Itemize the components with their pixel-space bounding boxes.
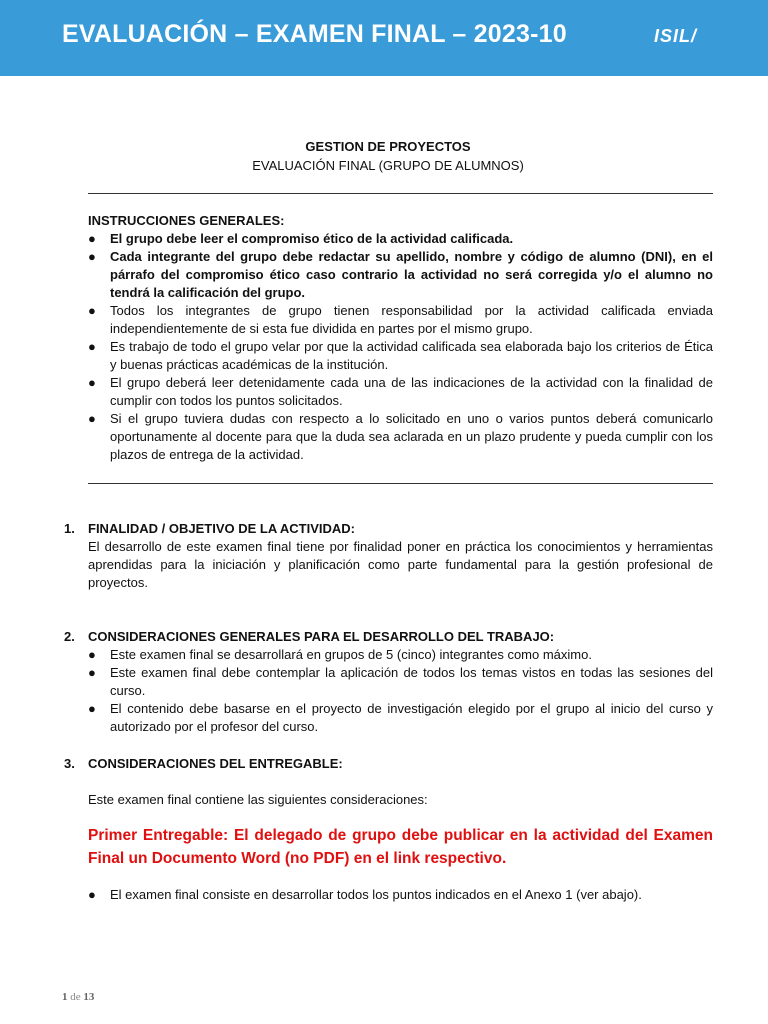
bullet-icon: ● [88,647,96,662]
bullet-icon: ● [88,249,96,264]
bullet-icon: ● [88,375,96,390]
section-1-paragraph: El desarrollo de este examen final tiene por finalidad poner en práctica los conocimientos y herramientas aprendidas para la iniciación y planificación como parte fundamental para la gestión profesional de proyectos. [88,539,713,590]
list-item: ● Este examen final debe contemplar la aplicación de todos los temas vistos en todas las sesiones del curso. [88,665,713,698]
list-item: ● El grupo deberá leer detenidamente cada una de las indicaciones de la actividad con la finalidad de cumplir con todos los puntos solicitados. [88,375,713,408]
section-number: 1. [64,521,75,536]
bullet-icon: ● [88,411,96,426]
section-number: 2. [64,629,75,644]
list-item: ● Todos los integrantes de grupo tienen responsabilidad por la actividad calificada enviada independientemente de si esta fue dividida en partes por el mismo grupo. [88,303,713,336]
section-3-list [88,886,713,904]
section-title: CONSIDERACIONES GENERALES PARA EL DESARROLLO DEL TRABAJO: [88,629,555,644]
page-sep: de [70,991,81,1003]
bullet-icon: ● [88,231,96,246]
bullet-icon: ● [88,339,96,354]
section-title: CONSIDERACIONES DEL ENTREGABLE: [88,756,343,771]
instructions-list [88,230,713,464]
bullet-icon: ● [88,303,96,318]
section-2-list [88,646,713,736]
page-total: 13 [83,991,95,1003]
bullet-icon: ● [88,665,96,680]
header-title: EVALUACIÓN – EXAMEN FINAL – 2023-10 [62,20,567,48]
instructions-heading: INSTRUCCIONES GENERALES: [88,213,285,228]
list-item: ● El contenido debe basarse en el proyecto de investigación elegido por el grupo al inicio del curso y autorizado por el profesor del curso. [88,701,713,734]
page-number [62,988,94,1006]
section-title: FINALIDAD / OBJETIVO DE LA ACTIVIDAD: [88,521,355,536]
course-title: GESTION DE PROYECTOS [305,139,471,154]
deliverable-highlight: Primer Entregable: El delegado de grupo debe publicar en la actividad del Examen Final un Documento Word (no PDF) en el link respectivo. [88,827,713,867]
divider-bottom [88,483,713,484]
bullet-icon: ● [88,701,96,716]
bullet-icon: ● [88,887,96,902]
course-subtitle: EVALUACIÓN FINAL (GRUPO DE ALUMNOS) [252,158,524,173]
list-item: ● Este examen final se desarrollará en grupos de 5 (cinco) integrantes como máximo. [88,647,592,662]
list-item: ● Si el grupo tuviera dudas con respecto a lo solicitado en uno o varios puntos deberá comunicarlo oportunamente al docente para que la duda sea aclarada en un plazo prudente y pueda cumplir con los plazos de entrega de la actividad. [88,411,713,462]
divider-top [88,193,713,194]
list-item: ● El examen final consiste en desarrollar todos los puntos indicados en el Anexo 1 (ver abajo). [88,887,642,902]
section-number: 3. [64,756,75,771]
isil-logo: ISIL/ [654,26,698,46]
page-current: 1 [62,991,68,1003]
list-item: ● El grupo debe leer el compromiso ético de la actividad calificada. [88,231,514,246]
list-item: ● Cada integrante del grupo debe redactar su apellido, nombre y código de alumno (DNI), en el párrafo del compromiso ético caso contrario la actividad no será corregida y/o el alumno no tendrá la calificación del grupo. [88,249,713,300]
section-3-intro: Este examen final contiene las siguientes consideraciones: [88,792,428,807]
list-item: ● Es trabajo de todo el grupo velar por que la actividad calificada sea elaborada bajo los criterios de Ética y buenas prácticas académicas de la institución. [88,339,713,372]
